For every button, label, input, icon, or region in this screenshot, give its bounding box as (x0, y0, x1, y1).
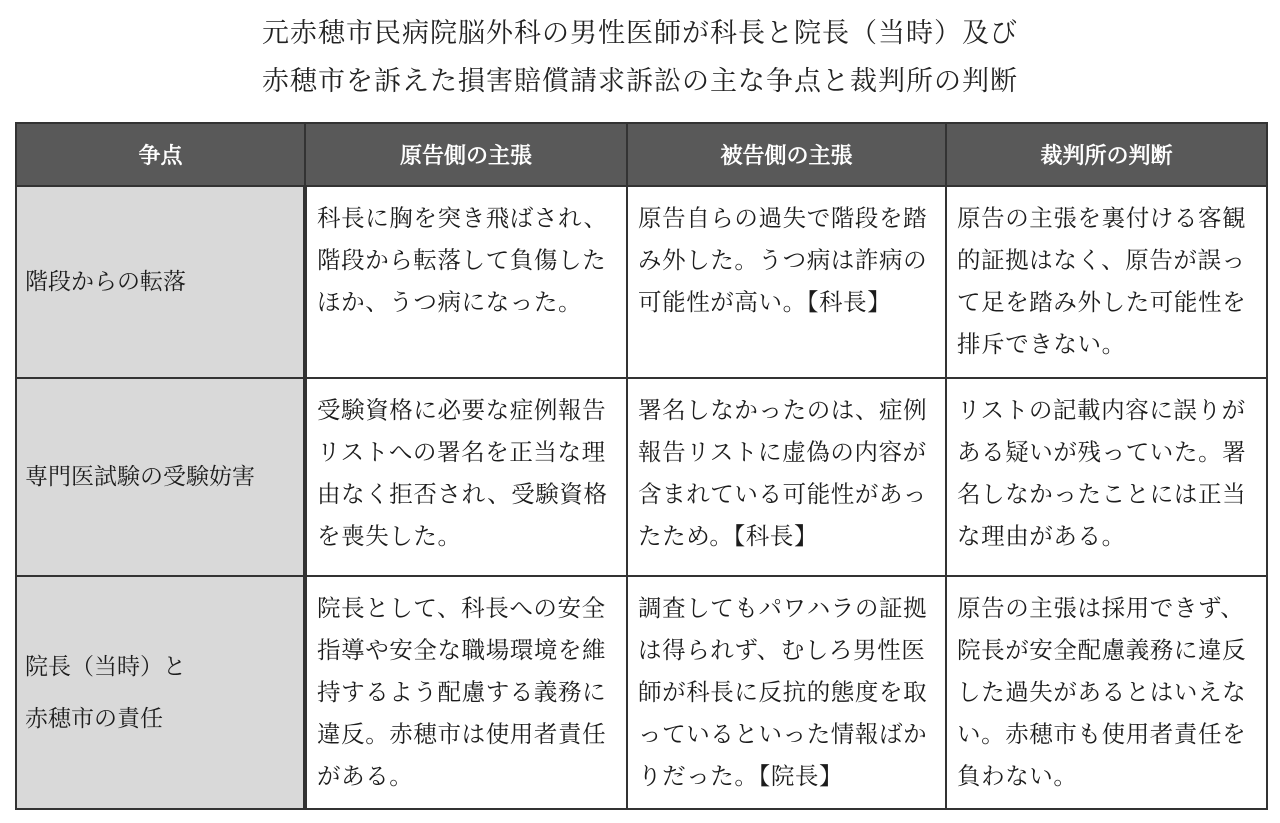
issue-cell: 専門医試験の受験妨害 (16, 378, 305, 576)
defendant-claim-cell: 原告自らの過失で階段を踏み外した。うつ病は詐病の可能性が高い。【科長】 (627, 186, 946, 378)
defendant-claim-cell: 署名しなかったのは、症例報告リストに虚偽の内容が含まれている可能性があったため。【科長】 (627, 378, 946, 576)
header-issue: 争点 (16, 123, 305, 186)
table-row (16, 186, 1267, 378)
header-plaintiff: 原告側の主張 (305, 123, 627, 186)
defendant-claim-cell: 調査してもパワハラの証拠は得られず、むしろ男性医師が科長に反抗的態度を取っているといった情報ばかりだった。【院長】 (627, 576, 946, 809)
plaintiff-claim-cell: 院長として、科長への安全指導や安全な職場環境を維持するよう配慮する義務に違反。赤穂市は使用者責任がある。 (305, 576, 627, 809)
issue-line: 院長（当時）と (25, 653, 186, 680)
table-row (16, 576, 1267, 809)
court-ruling-cell: リストの記載内容に誤りがある疑いが残っていた。署名しなかったことには正当な理由がある。 (946, 378, 1267, 576)
issue-cell (16, 576, 305, 809)
issues-table (15, 122, 1268, 810)
court-ruling-cell: 原告の主張を裏付ける客観的証拠はなく、原告が誤って足を踏み外した可能性を排斥できない。 (946, 186, 1267, 378)
table-row (16, 378, 1267, 576)
header-defendant: 被告側の主張 (627, 123, 946, 186)
plaintiff-claim-cell: 受験資格に必要な症例報告リストへの署名を正当な理由なく拒否され、受験資格を喪失した。 (305, 378, 627, 576)
title-line-2: 赤穂市を訴えた損害賠償請求訴訟の主な争点と裁判所の判断 (262, 66, 1018, 97)
header-row (16, 123, 1267, 186)
title-line-1: 元赤穂市民病院脳外科の男性医師が科長と院長（当時）及び (262, 18, 1018, 49)
plaintiff-claim-cell: 科長に胸を突き飛ばされ、階段から転落して負傷したほか、うつ病になった。 (305, 186, 627, 378)
issue-line: 赤穂市の責任 (25, 705, 163, 732)
issue-cell: 階段からの転落 (16, 186, 305, 378)
court-ruling-cell: 原告の主張は採用できず、院長が安全配慮義務に違反した過失があるとはいえない。赤穂市も使用者責任を負わない。 (946, 576, 1267, 809)
header-court: 裁判所の判断 (946, 123, 1267, 186)
